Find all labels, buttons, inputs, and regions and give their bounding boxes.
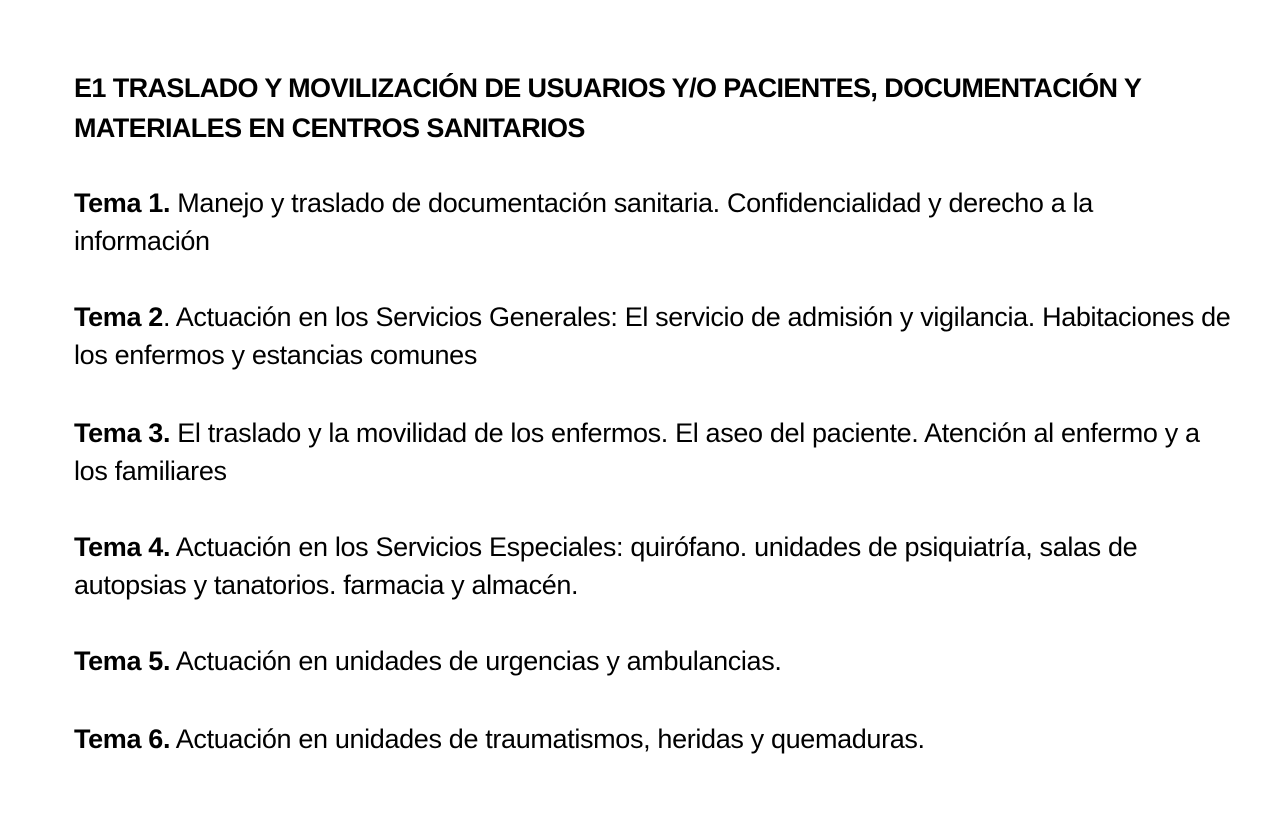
topic-6: [74, 720, 925, 758]
topic-text: El traslado y la movilidad de los enfermos. El aseo del paciente. Atención al enfermo y a los familiares: [74, 418, 1200, 486]
topic-text: Manejo y traslado de documentación sanitaria. Confidencialidad y derecho a la información: [74, 188, 1093, 256]
topic-3: [74, 414, 1234, 490]
topic-label: Tema 3.: [74, 418, 171, 448]
topic-text: Actuación en los Servicios Especiales: quirófano. unidades de psiquiatría, salas de autopsias y tanatorios. farmacia y almacén.: [74, 532, 1138, 600]
topic-4: [74, 528, 1234, 604]
topic-label: Tema 2: [74, 302, 163, 332]
topic-label: Tema 4.: [74, 532, 171, 562]
topic-1: [74, 184, 1234, 260]
topic-text: Actuación en unidades de traumatismos, heridas y quemaduras.: [170, 724, 925, 754]
topic-label: Tema 5.: [74, 646, 171, 676]
topic-2: [74, 298, 1234, 374]
topic-text: Actuación en unidades de urgencias y ambulancias.: [170, 646, 782, 676]
topic-label: Tema 1.: [74, 188, 171, 218]
topic-label: Tema 6.: [74, 724, 171, 754]
document-body: [74, 68, 1234, 754]
topic-5: [74, 642, 782, 680]
document-title: E1 TRASLADO Y MOVILIZACIÓN DE USUARIOS Y/O PACIENTES, DOCUMENTACIÓN Y MATERIALES EN CENTROS SANITARIOS: [74, 73, 1141, 143]
topic-text: . Actuación en los Servicios Generales: El servicio de admisión y vigilancia. Habitaciones de los enfermos y estancias comunes: [74, 302, 1231, 370]
